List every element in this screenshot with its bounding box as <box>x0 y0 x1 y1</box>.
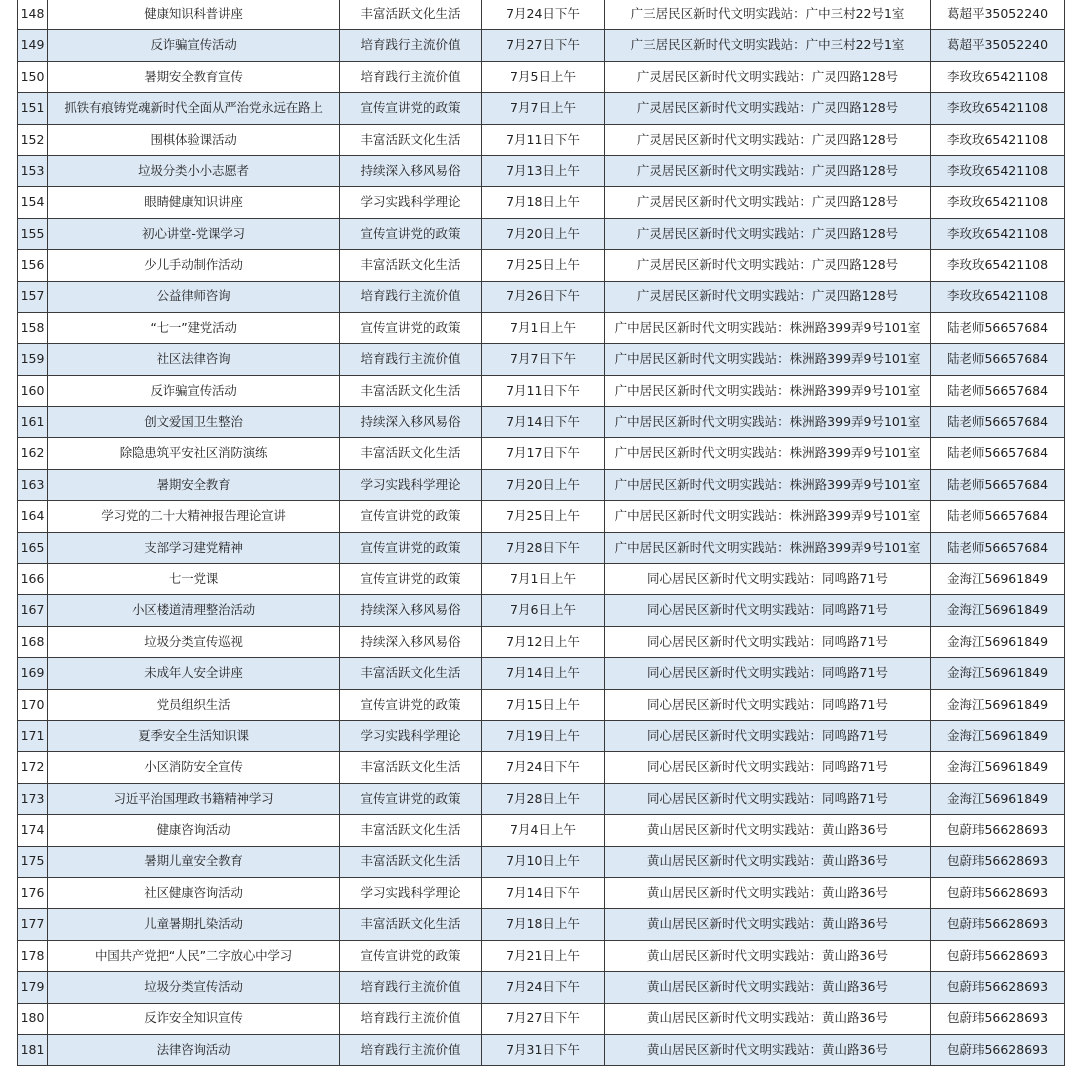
activity-category: 丰富活跃文化生活 <box>340 0 482 30</box>
activity-title: 暑期安全教育 <box>48 469 340 500</box>
activity-location: 广中居民区新时代文明实践站：株洲路399弄9号101室 <box>605 344 931 375</box>
table-row <box>18 909 1065 940</box>
activity-title: 暑期安全教育宣传 <box>48 61 340 92</box>
row-number: 165 <box>18 532 48 563</box>
row-number: 162 <box>18 438 48 469</box>
activity-time: 7月25日上午 <box>482 250 605 281</box>
contact-person: 包蔚玮56628693 <box>931 1003 1065 1034</box>
activity-location: 广中居民区新时代文明实践站：株洲路399弄9号101室 <box>605 407 931 438</box>
contact-person: 包蔚玮56628693 <box>931 815 1065 846</box>
activity-time: 7月7日下午 <box>482 344 605 375</box>
activity-category: 丰富活跃文化生活 <box>340 909 482 940</box>
activity-location: 广灵居民区新时代文明实践站：广灵四路128号 <box>605 124 931 155</box>
activity-location: 黄山居民区新时代文明实践站：黄山路36号 <box>605 877 931 908</box>
activity-category: 丰富活跃文化生活 <box>340 752 482 783</box>
row-number: 149 <box>18 30 48 61</box>
table-row <box>18 532 1065 563</box>
activity-location: 黄山居民区新时代文明实践站：黄山路36号 <box>605 846 931 877</box>
activity-category: 学习实践科学理论 <box>340 877 482 908</box>
activity-title: 垃圾分类宣传活动 <box>48 972 340 1003</box>
activity-location: 广三居民区新时代文明实践站：广中三村22号1室 <box>605 30 931 61</box>
activity-time: 7月20日上午 <box>482 469 605 500</box>
contact-person: 包蔚玮56628693 <box>931 940 1065 971</box>
activity-category: 培育践行主流价值 <box>340 972 482 1003</box>
activity-category: 学习实践科学理论 <box>340 187 482 218</box>
activity-title: 垃圾分类宣传巡视 <box>48 626 340 657</box>
row-number: 171 <box>18 720 48 751</box>
activity-title: 党员组织生活 <box>48 689 340 720</box>
contact-person: 陆老师56657684 <box>931 469 1065 500</box>
contact-person: 李玫玫65421108 <box>931 155 1065 186</box>
table-row <box>18 124 1065 155</box>
activity-category: 丰富活跃文化生活 <box>340 375 482 406</box>
activity-time: 7月25日上午 <box>482 501 605 532</box>
table-row <box>18 469 1065 500</box>
row-number: 166 <box>18 564 48 595</box>
activity-location: 广灵居民区新时代文明实践站：广灵四路128号 <box>605 61 931 92</box>
activity-location: 同心居民区新时代文明实践站：同鸣路71号 <box>605 564 931 595</box>
activity-title: 少儿手动制作活动 <box>48 250 340 281</box>
contact-person: 陆老师56657684 <box>931 532 1065 563</box>
table-row <box>18 187 1065 218</box>
activity-time: 7月18日上午 <box>482 187 605 218</box>
table-row <box>18 0 1065 30</box>
activity-location: 同心居民区新时代文明实践站：同鸣路71号 <box>605 689 931 720</box>
contact-person: 包蔚玮56628693 <box>931 972 1065 1003</box>
table-row <box>18 783 1065 814</box>
row-number: 173 <box>18 783 48 814</box>
activity-location: 广中居民区新时代文明实践站：株洲路399弄9号101室 <box>605 312 931 343</box>
row-number: 170 <box>18 689 48 720</box>
activity-time: 7月12日上午 <box>482 626 605 657</box>
contact-person: 陆老师56657684 <box>931 375 1065 406</box>
activity-category: 丰富活跃文化生活 <box>340 438 482 469</box>
activity-category: 持续深入移风易俗 <box>340 626 482 657</box>
table-row <box>18 689 1065 720</box>
table-row <box>18 877 1065 908</box>
contact-person: 金海江56961849 <box>931 783 1065 814</box>
activity-title: 初心讲堂-党课学习 <box>48 218 340 249</box>
activity-title: 暑期儿童安全教育 <box>48 846 340 877</box>
row-number: 179 <box>18 972 48 1003</box>
activity-category: 培育践行主流价值 <box>340 61 482 92</box>
contact-person: 金海江56961849 <box>931 752 1065 783</box>
activity-time: 7月27日下午 <box>482 1003 605 1034</box>
contact-person: 李玫玫65421108 <box>931 281 1065 312</box>
contact-person: 李玫玫65421108 <box>931 61 1065 92</box>
activity-title: 支部学习建党精神 <box>48 532 340 563</box>
activity-title: 反诈骗宣传活动 <box>48 375 340 406</box>
row-number: 151 <box>18 93 48 124</box>
row-number: 168 <box>18 626 48 657</box>
activity-time: 7月19日上午 <box>482 720 605 751</box>
activity-category: 宣传宣讲党的政策 <box>340 501 482 532</box>
activity-time: 7月5日上午 <box>482 61 605 92</box>
row-number: 157 <box>18 281 48 312</box>
table-row <box>18 407 1065 438</box>
activity-title: 习近平治国理政书籍精神学习 <box>48 783 340 814</box>
activity-time: 7月24日下午 <box>482 752 605 783</box>
activity-title: 反诈骗宣传活动 <box>48 30 340 61</box>
activity-title: 儿童暑期扎染活动 <box>48 909 340 940</box>
activity-category: 宣传宣讲党的政策 <box>340 218 482 249</box>
table-row <box>18 250 1065 281</box>
row-number: 178 <box>18 940 48 971</box>
activity-time: 7月7日上午 <box>482 93 605 124</box>
activity-time: 7月31日下午 <box>482 1034 605 1065</box>
contact-person: 葛超平35052240 <box>931 0 1065 30</box>
activity-time: 7月11日下午 <box>482 375 605 406</box>
activity-time: 7月14日下午 <box>482 877 605 908</box>
row-number: 181 <box>18 1034 48 1065</box>
activity-title: 眼睛健康知识讲座 <box>48 187 340 218</box>
table-row <box>18 93 1065 124</box>
activity-location: 黄山居民区新时代文明实践站：黄山路36号 <box>605 1034 931 1065</box>
activity-location: 广中居民区新时代文明实践站：株洲路399弄9号101室 <box>605 375 931 406</box>
row-number: 161 <box>18 407 48 438</box>
activity-title: 社区健康咨询活动 <box>48 877 340 908</box>
activity-time: 7月24日下午 <box>482 0 605 30</box>
activity-title: 社区法律咨询 <box>48 344 340 375</box>
contact-person: 李玫玫65421108 <box>931 250 1065 281</box>
activity-category: 宣传宣讲党的政策 <box>340 940 482 971</box>
activity-time: 7月20日上午 <box>482 218 605 249</box>
activity-location: 广中居民区新时代文明实践站：株洲路399弄9号101室 <box>605 532 931 563</box>
activity-category: 持续深入移风易俗 <box>340 407 482 438</box>
activity-time: 7月28日下午 <box>482 532 605 563</box>
contact-person: 金海江56961849 <box>931 689 1065 720</box>
table-row <box>18 752 1065 783</box>
table-body <box>18 0 1065 1066</box>
table-row <box>18 30 1065 61</box>
contact-person: 包蔚玮56628693 <box>931 846 1065 877</box>
table-row <box>18 375 1065 406</box>
row-number: 175 <box>18 846 48 877</box>
activity-time: 7月14日下午 <box>482 407 605 438</box>
activity-schedule-table <box>17 0 1065 1066</box>
activity-category: 学习实践科学理论 <box>340 469 482 500</box>
row-number: 148 <box>18 0 48 30</box>
activity-location: 广灵居民区新时代文明实践站：广灵四路128号 <box>605 155 931 186</box>
activity-location: 黄山居民区新时代文明实践站：黄山路36号 <box>605 1003 931 1034</box>
activity-time: 7月1日上午 <box>482 564 605 595</box>
activity-location: 同心居民区新时代文明实践站：同鸣路71号 <box>605 783 931 814</box>
activity-time: 7月18日上午 <box>482 909 605 940</box>
activity-location: 广中居民区新时代文明实践站：株洲路399弄9号101室 <box>605 501 931 532</box>
activity-title: 学习党的二十大精神报告理论宣讲 <box>48 501 340 532</box>
contact-person: 金海江56961849 <box>931 564 1065 595</box>
row-number: 163 <box>18 469 48 500</box>
activity-category: 学习实践科学理论 <box>340 720 482 751</box>
activity-time: 7月1日上午 <box>482 312 605 343</box>
table-row <box>18 815 1065 846</box>
activity-title: 抓铁有痕铸党魂新时代全面从严治党永远在路上 <box>48 93 340 124</box>
contact-person: 金海江56961849 <box>931 658 1065 689</box>
activity-category: 丰富活跃文化生活 <box>340 250 482 281</box>
table-row <box>18 626 1065 657</box>
activity-category: 丰富活跃文化生活 <box>340 658 482 689</box>
activity-title: 法律咨询活动 <box>48 1034 340 1065</box>
row-number: 164 <box>18 501 48 532</box>
table-row <box>18 720 1065 751</box>
activity-category: 培育践行主流价值 <box>340 1034 482 1065</box>
activity-time: 7月11日下午 <box>482 124 605 155</box>
contact-person: 陆老师56657684 <box>931 344 1065 375</box>
row-number: 167 <box>18 595 48 626</box>
activity-time: 7月17日下午 <box>482 438 605 469</box>
contact-person: 陆老师56657684 <box>931 501 1065 532</box>
table-row <box>18 972 1065 1003</box>
table-row <box>18 155 1065 186</box>
table-row <box>18 281 1065 312</box>
contact-person: 包蔚玮56628693 <box>931 909 1065 940</box>
activity-category: 培育践行主流价值 <box>340 30 482 61</box>
row-number: 150 <box>18 61 48 92</box>
table-row <box>18 312 1065 343</box>
activity-title: 中国共产党把“人民”二字放心中学习 <box>48 940 340 971</box>
activity-title: 夏季安全生活知识课 <box>48 720 340 751</box>
contact-person: 金海江56961849 <box>931 626 1065 657</box>
table-row <box>18 846 1065 877</box>
activity-title: 小区消防安全宣传 <box>48 752 340 783</box>
table-row <box>18 658 1065 689</box>
contact-person: 李玫玫65421108 <box>931 218 1065 249</box>
table-row <box>18 501 1065 532</box>
activity-time: 7月27日下午 <box>482 30 605 61</box>
activity-location: 广灵居民区新时代文明实践站：广灵四路128号 <box>605 250 931 281</box>
contact-person: 李玫玫65421108 <box>931 187 1065 218</box>
row-number: 176 <box>18 877 48 908</box>
contact-person: 包蔚玮56628693 <box>931 1034 1065 1065</box>
row-number: 153 <box>18 155 48 186</box>
activity-title: 反诈安全知识宣传 <box>48 1003 340 1034</box>
activity-title: 围棋体验课活动 <box>48 124 340 155</box>
activity-title: 创文爱国卫生整治 <box>48 407 340 438</box>
activity-location: 广中居民区新时代文明实践站：株洲路399弄9号101室 <box>605 438 931 469</box>
activity-category: 持续深入移风易俗 <box>340 155 482 186</box>
row-number: 159 <box>18 344 48 375</box>
activity-location: 广灵居民区新时代文明实践站：广灵四路128号 <box>605 218 931 249</box>
contact-person: 李玫玫65421108 <box>931 124 1065 155</box>
activity-title: 健康知识科普讲座 <box>48 0 340 30</box>
table-row <box>18 1003 1065 1034</box>
activity-time: 7月26日下午 <box>482 281 605 312</box>
contact-person: 陆老师56657684 <box>931 407 1065 438</box>
contact-person: 葛超平35052240 <box>931 30 1065 61</box>
row-number: 169 <box>18 658 48 689</box>
row-number: 177 <box>18 909 48 940</box>
activity-category: 宣传宣讲党的政策 <box>340 564 482 595</box>
activity-time: 7月24日下午 <box>482 972 605 1003</box>
row-number: 174 <box>18 815 48 846</box>
activity-time: 7月10日上午 <box>482 846 605 877</box>
activity-category: 持续深入移风易俗 <box>340 595 482 626</box>
table-row <box>18 438 1065 469</box>
table-row <box>18 940 1065 971</box>
table-row <box>18 344 1065 375</box>
activity-title: 健康咨询活动 <box>48 815 340 846</box>
activity-location: 同心居民区新时代文明实践站：同鸣路71号 <box>605 595 931 626</box>
activity-time: 7月6日上午 <box>482 595 605 626</box>
row-number: 152 <box>18 124 48 155</box>
activity-category: 宣传宣讲党的政策 <box>340 532 482 563</box>
row-number: 160 <box>18 375 48 406</box>
activity-location: 同心居民区新时代文明实践站：同鸣路71号 <box>605 658 931 689</box>
contact-person: 金海江56961849 <box>931 720 1065 751</box>
activity-location: 广中居民区新时代文明实践站：株洲路399弄9号101室 <box>605 469 931 500</box>
activity-category: 宣传宣讲党的政策 <box>340 783 482 814</box>
activity-title: “七一”建党活动 <box>48 312 340 343</box>
activity-title: 除隐患筑平安社区消防演练 <box>48 438 340 469</box>
activity-category: 培育践行主流价值 <box>340 1003 482 1034</box>
contact-person: 李玫玫65421108 <box>931 93 1065 124</box>
activity-title: 小区楼道清理整治活动 <box>48 595 340 626</box>
activity-category: 丰富活跃文化生活 <box>340 815 482 846</box>
row-number: 154 <box>18 187 48 218</box>
contact-person: 金海江56961849 <box>931 595 1065 626</box>
activity-location: 同心居民区新时代文明实践站：同鸣路71号 <box>605 626 931 657</box>
activity-time: 7月4日上午 <box>482 815 605 846</box>
activity-location: 广灵居民区新时代文明实践站：广灵四路128号 <box>605 187 931 218</box>
contact-person: 陆老师56657684 <box>931 312 1065 343</box>
activity-category: 培育践行主流价值 <box>340 281 482 312</box>
activity-title: 未成年人安全讲座 <box>48 658 340 689</box>
table-row <box>18 218 1065 249</box>
activity-category: 丰富活跃文化生活 <box>340 124 482 155</box>
row-number: 180 <box>18 1003 48 1034</box>
activity-location: 黄山居民区新时代文明实践站：黄山路36号 <box>605 972 931 1003</box>
activity-title: 垃圾分类小小志愿者 <box>48 155 340 186</box>
activity-location: 广灵居民区新时代文明实践站：广灵四路128号 <box>605 93 931 124</box>
activity-location: 黄山居民区新时代文明实践站：黄山路36号 <box>605 940 931 971</box>
table-row <box>18 1034 1065 1065</box>
activity-category: 宣传宣讲党的政策 <box>340 689 482 720</box>
activity-category: 宣传宣讲党的政策 <box>340 93 482 124</box>
table-row <box>18 595 1065 626</box>
activity-location: 黄山居民区新时代文明实践站：黄山路36号 <box>605 815 931 846</box>
activity-category: 丰富活跃文化生活 <box>340 846 482 877</box>
activity-category: 宣传宣讲党的政策 <box>340 312 482 343</box>
row-number: 156 <box>18 250 48 281</box>
row-number: 172 <box>18 752 48 783</box>
activity-location: 广灵居民区新时代文明实践站：广灵四路128号 <box>605 281 931 312</box>
activity-time: 7月14日上午 <box>482 658 605 689</box>
activity-location: 同心居民区新时代文明实践站：同鸣路71号 <box>605 752 931 783</box>
activity-time: 7月15日上午 <box>482 689 605 720</box>
activity-time: 7月28日上午 <box>482 783 605 814</box>
activity-title: 公益律师咨询 <box>48 281 340 312</box>
activity-title: 七一党课 <box>48 564 340 595</box>
activity-category: 培育践行主流价值 <box>340 344 482 375</box>
contact-person: 陆老师56657684 <box>931 438 1065 469</box>
row-number: 158 <box>18 312 48 343</box>
activity-location: 同心居民区新时代文明实践站：同鸣路71号 <box>605 720 931 751</box>
activity-location: 广三居民区新时代文明实践站：广中三村22号1室 <box>605 0 931 30</box>
activity-time: 7月21日上午 <box>482 940 605 971</box>
table-row <box>18 564 1065 595</box>
activity-time: 7月13日上午 <box>482 155 605 186</box>
row-number: 155 <box>18 218 48 249</box>
contact-person: 包蔚玮56628693 <box>931 877 1065 908</box>
table-row <box>18 61 1065 92</box>
activity-location: 黄山居民区新时代文明实践站：黄山路36号 <box>605 909 931 940</box>
